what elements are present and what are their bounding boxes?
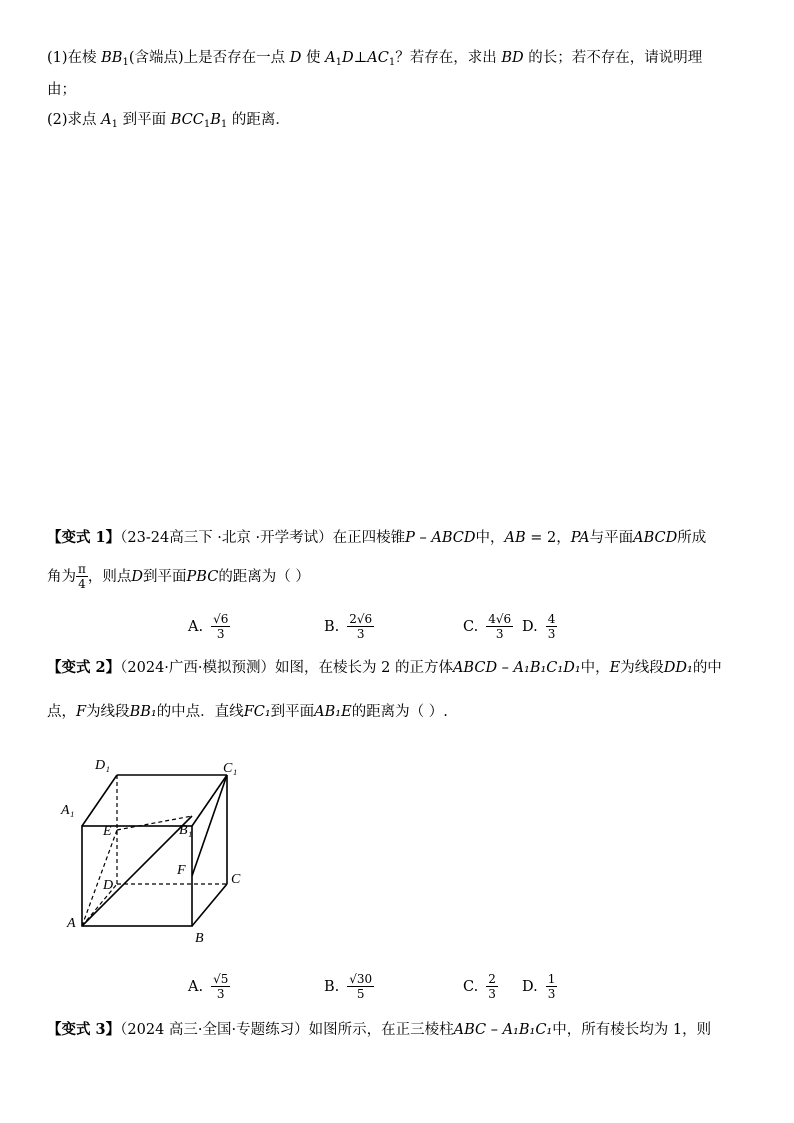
variant1-option-c[interactable]: C. $\frac{4√6}{3}$ <box>463 612 512 641</box>
variant2-option-a[interactable]: A. $\frac{√5}{3}$ <box>188 972 229 1001</box>
label-a: A <box>67 916 76 931</box>
q1-line1: (1)在棱 $BB_1$(含端点)上是否存在一点 D 使 $A_1D\perp AC_1$？若存在，求出 BD 的长；若不存在，请说明理 <box>47 50 703 68</box>
q1-line2: 由； <box>47 82 76 98</box>
edge-bc <box>192 884 227 926</box>
edge-b1c1 <box>192 775 227 826</box>
label-e: E <box>103 824 112 839</box>
variant1-option-d[interactable]: D. $\frac{4}{3}$ <box>522 612 556 641</box>
segment-ab1 <box>82 816 192 926</box>
variant1-tag: 【变式 1】 <box>47 529 121 546</box>
variant1-option-a[interactable]: A. $\frac{√6}{3}$ <box>188 612 229 641</box>
variant2-option-d[interactable]: D. $\frac{1}{3}$ <box>522 972 556 1001</box>
q2-line: (2)求点 $A_1$ 到平面 $BCC_1B_1$ 的距离． <box>47 112 290 130</box>
cube-figure <box>55 750 255 950</box>
label-d1: D₁ <box>95 758 110 773</box>
variant1-option-b[interactable]: B. $\frac{2√6}{3}$ <box>324 612 373 641</box>
variant3-tag: 【变式 3】 <box>47 1021 121 1038</box>
label-b: B <box>195 931 204 946</box>
edge-a1d1 <box>82 775 117 826</box>
pi-over-4: $\frac{\pi}{4}$ <box>78 562 86 591</box>
variant2-tag: 【变式 2】 <box>47 659 121 676</box>
variant2-option-c[interactable]: C. $\frac{2}{3}$ <box>463 972 496 1001</box>
label-c: C <box>231 872 241 887</box>
variant1-line1: 【变式 1】（23-24高三下 ·北京 ·开学考试）在正四棱锥P – ABCD中，AB = 2，PA与平面ABCD所成 <box>47 529 707 546</box>
segment-fc1 <box>192 775 227 876</box>
label-c1: C₁ <box>223 761 238 776</box>
label-d: D <box>103 878 114 893</box>
variant1-line2: 角为 $\frac{\pi}{4}$ ，则点 D 到平面 PBC 的距离为（ ） <box>47 562 310 591</box>
variant2-line1: 【变式 2】（2024·广西·模拟预测）如图，在棱长为 2 的正方体ABCD – A₁B₁C₁D₁中，E为线段DD₁的中 <box>47 659 722 676</box>
front-face <box>82 826 192 926</box>
label-f: F <box>177 863 186 878</box>
label-a1: A₁ <box>61 803 75 818</box>
label-b1: B₁ <box>179 823 193 838</box>
variant2-line2: 点，F为线段BB₁的中点．直线FC₁到平面AB₁E的距离为（ ）. <box>47 704 448 720</box>
variant2-option-b[interactable]: B. $\frac{√30}{5}$ <box>324 972 373 1001</box>
variant3-line1: 【变式 3】（2024 高三·全国·专题练习）如图所示，在正三棱柱ABC – A₁B₁C₁中，所有棱长均为 1，则 <box>47 1021 712 1038</box>
